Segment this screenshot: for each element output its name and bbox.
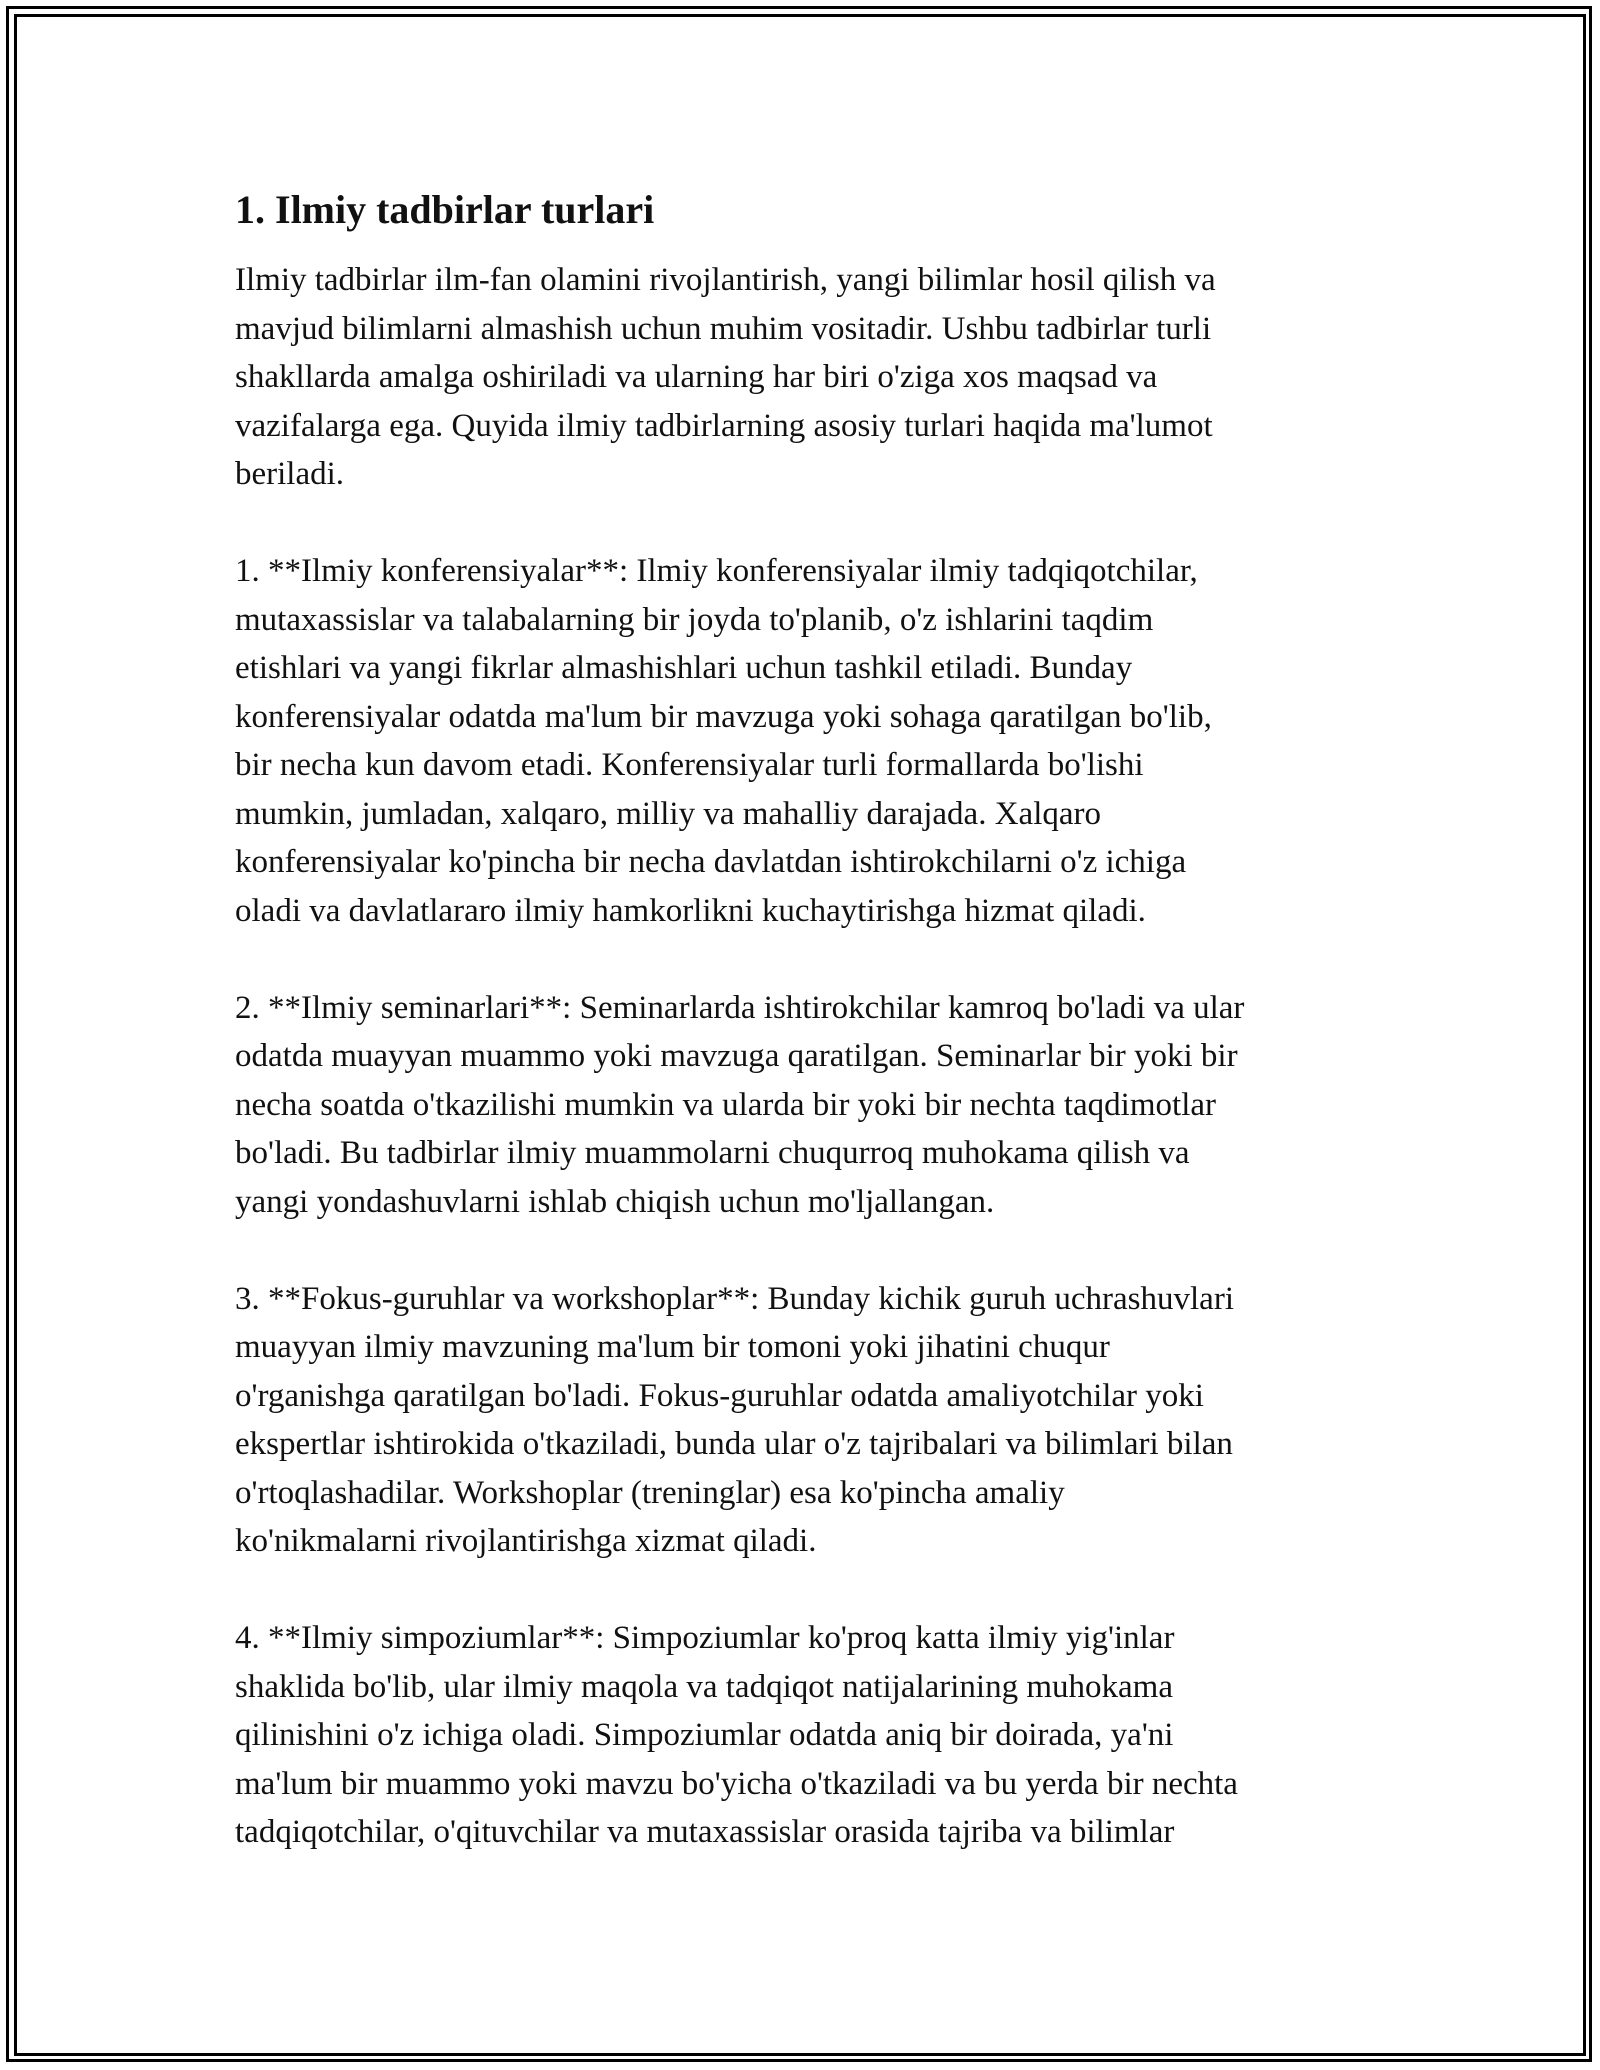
section-heading: 1. Ilmiy tadbirlar turlari	[235, 187, 655, 232]
text-line: vazifalarga ega. Quyida ilmiy tadbirlarning asosiy turlari haqida ma'lumot	[235, 407, 1213, 444]
document-body	[235, 184, 1365, 1905]
text-line: odatda muayyan muammo yoki mavzuga qaratilgan. Seminarlar bir yoki bir	[235, 1038, 1238, 1074]
text-line: ko'nikmalarni rivojlantirishga xizmat qiladi.	[235, 1523, 817, 1559]
text-line: mavjud bilimlarni almashish uchun muhim vositadir. Ushbu tadbirlar turli	[235, 310, 1212, 347]
text-line: etishlari va yangi fikrlar almashishlari uchun tashkil etiladi. Bunday	[235, 650, 1133, 686]
text-line: Ilmiy tadbirlar ilm-fan olamini rivojlantirish, yangi bilimlar hosil qilish va	[235, 262, 1216, 298]
text-line: qilinishini o'z ichiga oladi. Simpoziumlar odatda aniq bir doirada, ya'ni	[235, 1717, 1174, 1753]
intro-paragraph	[235, 256, 1365, 499]
text-line: necha soatda o'tkazilishi mumkin va ularda bir yoki bir nechta taqdimotlar	[235, 1086, 1216, 1123]
text-line: konferensiyalar odatda ma'lum bir mavzuga yoki sohaga qaratilgan bo'lib,	[235, 698, 1212, 735]
text-line: tadqiqotchilar, o'qituvchilar va mutaxassislar orasida tajriba va bilimlar	[235, 1814, 1175, 1850]
text-line: 2. **Ilmiy seminarlari**: Seminarlarda ishtirokchilar kamroq bo'ladi va ular	[235, 989, 1245, 1026]
text-line: o'rtoqlashadilar. Workshoplar (treninglar) esa ko'pincha amaliy	[235, 1474, 1065, 1511]
text-line: ekspertlar ishtirokida o'tkaziladi, bunda ular o'z tajribalari va bilimlari bilan	[235, 1426, 1233, 1462]
text-line: 1. **Ilmiy konferensiyalar**: Ilmiy konferensiyalar ilmiy tadqiqotchilar,	[235, 553, 1198, 589]
item-seminars-paragraph	[235, 984, 1365, 1227]
text-line: shaklida bo'lib, ular ilmiy maqola va tadqiqot natijalarining muhokama	[235, 1668, 1173, 1705]
text-line: mumkin, jumladan, xalqaro, milliy va mahalliy darajada. Xalqaro	[235, 795, 1101, 832]
text-line: muayyan ilmiy mavzuning ma'lum bir tomoni yoki jihatini chuqur	[235, 1329, 1110, 1365]
text-line: bir necha kun davom etadi. Konferensiyalar turli formallarda bo'lishi	[235, 747, 1144, 783]
text-line: yangi yondashuvlarni ishlab chiqish uchun mo'ljallangan.	[235, 1183, 995, 1220]
text-line: beriladi.	[235, 456, 345, 492]
text-line: bo'ladi. Bu tadbirlar ilmiy muammolarni chuqurroq muhokama qilish va	[235, 1135, 1190, 1171]
text-line: ma'lum bir muammo yoki mavzu bo'yicha o'tkaziladi va bu yerda bir nechta	[235, 1765, 1238, 1802]
item-conferences-paragraph	[235, 547, 1365, 935]
item-focus-groups-paragraph	[235, 1275, 1365, 1566]
text-line: konferensiyalar ko'pincha bir necha davlatdan ishtirokchilarni o'z ichiga	[235, 844, 1187, 880]
text-line: mutaxassislar va talabalarning bir joyda to'planib, o'z ishlarini taqdim	[235, 601, 1154, 638]
text-line: oladi va davlatlararo ilmiy hamkorlikni kuchaytirishga hizmat qiladi.	[235, 892, 1146, 929]
text-line: shakllarda amalga oshiriladi va ularning har biri o'ziga xos maqsad va	[235, 359, 1158, 395]
text-line: 3. **Fokus-guruhlar va workshoplar**: Bunday kichik guruh uchrashuvlari	[235, 1280, 1234, 1317]
text-line: o'rganishga qaratilgan bo'ladi. Fokus-guruhlar odatda amaliyotchilar yoki	[235, 1377, 1204, 1414]
item-symposiums-paragraph	[235, 1614, 1365, 1857]
text-line: 4. **Ilmiy simpoziumlar**: Simpoziumlar ko'proq katta ilmiy yig'inlar	[235, 1620, 1175, 1656]
